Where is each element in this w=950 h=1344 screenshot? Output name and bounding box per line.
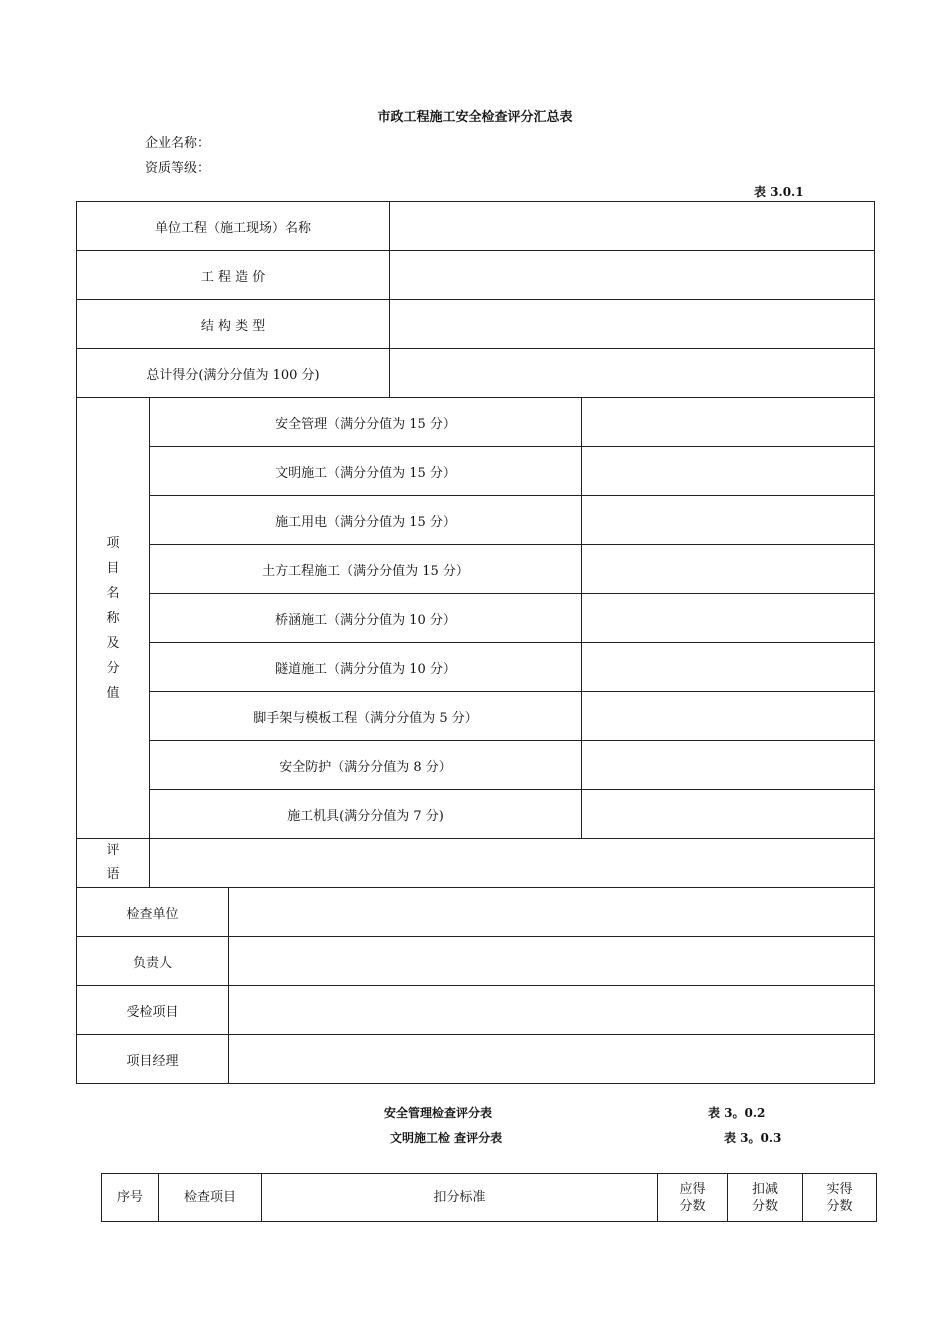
item-tunnel: 隧道施工（满分分值为 10 分） <box>150 643 582 692</box>
item-score-cell[interactable] <box>582 790 875 839</box>
inspection-unit-label: 检查单位 <box>77 888 229 937</box>
header-deducted-score <box>728 1174 803 1222</box>
table-header-row <box>102 1174 877 1222</box>
table-row <box>77 496 875 545</box>
header-due-score <box>658 1174 728 1222</box>
item-score-cell[interactable] <box>582 741 875 790</box>
header-actual-score <box>803 1174 877 1222</box>
table-row <box>77 741 875 790</box>
unit-name-value[interactable] <box>390 202 875 251</box>
items-label-char: 及 <box>106 635 120 651</box>
safety-mgmt-title: 安全管理检查评分表 <box>384 1106 493 1120</box>
items-vertical-label <box>77 398 150 839</box>
project-cost-value[interactable] <box>390 251 875 300</box>
safety-mgmt-ref: 表 3。0.2 <box>708 1106 766 1120</box>
header-text: 实得 <box>826 1181 853 1197</box>
total-score-label: 总计得分(满分分值为 100 分) <box>77 349 390 398</box>
header-text: 分数 <box>826 1198 853 1214</box>
table-row <box>77 937 875 986</box>
unit-name-label: 单位工程（施工现场）名称 <box>77 202 390 251</box>
structure-type-value[interactable] <box>390 300 875 349</box>
project-manager-value[interactable] <box>229 1035 875 1084</box>
item-construction-machinery: 施工机具(满分分值为 7 分) <box>150 790 582 839</box>
item-score-cell[interactable] <box>582 594 875 643</box>
item-score-cell[interactable] <box>582 496 875 545</box>
summary-table <box>76 201 875 1084</box>
item-construction-electricity: 施工用电（满分分值为 15 分） <box>150 496 582 545</box>
civil-construction-table <box>101 1173 877 1222</box>
item-scaffold-formwork: 脚手架与模板工程（满分分值为 5 分） <box>150 692 582 741</box>
header-check-item: 检查项目 <box>159 1174 262 1222</box>
item-safety-protection: 安全防护（满分分值为 8 分） <box>150 741 582 790</box>
comment-label-char: 语 <box>106 867 120 882</box>
table-row <box>77 692 875 741</box>
items-label-char: 名 <box>106 585 120 601</box>
header-text: 分数 <box>679 1198 706 1214</box>
inspected-project-label: 受检项目 <box>77 986 229 1035</box>
inspected-project-value[interactable] <box>229 986 875 1035</box>
items-label-char: 项 <box>106 535 120 551</box>
item-score-cell[interactable] <box>582 692 875 741</box>
table-row <box>77 986 875 1035</box>
item-safety-management: 安全管理（满分分值为 15 分） <box>150 398 582 447</box>
structure-type-label: 结 构 类 型 <box>77 300 390 349</box>
comment-value[interactable] <box>150 839 875 888</box>
project-cost-label: 工 程 造 价 <box>77 251 390 300</box>
table-row <box>77 839 875 888</box>
item-civilized-construction: 文明施工（满分分值为 15 分） <box>150 447 582 496</box>
table-row <box>77 251 875 300</box>
items-label-char: 目 <box>106 560 120 576</box>
header-text: 扣减 <box>751 1181 778 1197</box>
inspection-unit-value[interactable] <box>229 888 875 937</box>
summary-title: 市政工程施工安全检查评分汇总表 <box>377 110 573 125</box>
table-row <box>77 545 875 594</box>
items-label-char: 分 <box>106 660 120 676</box>
civil-construction-title: 文明施工检 查评分表 <box>390 1131 503 1145</box>
item-bridge-culvert: 桥涵施工（满分分值为 10 分） <box>150 594 582 643</box>
table-row <box>77 790 875 839</box>
qualification-grade-label: 资质等级： <box>145 161 211 176</box>
header-text: 应得 <box>679 1181 706 1197</box>
table-row <box>77 300 875 349</box>
header-text: 分数 <box>751 1198 778 1214</box>
header-serial-no: 序号 <box>102 1174 159 1222</box>
table-row <box>77 643 875 692</box>
comment-label-char: 评 <box>106 843 120 858</box>
comment-label <box>77 839 150 888</box>
item-earthwork: 土方工程施工（满分分值为 15 分） <box>150 545 582 594</box>
items-label-char: 称 <box>106 610 120 626</box>
table-row <box>77 398 875 447</box>
civil-construction-ref: 表 3。0.3 <box>724 1131 782 1145</box>
table-row <box>77 1035 875 1084</box>
table-row <box>77 888 875 937</box>
summary-table-ref: 表 3.0.1 <box>754 185 804 199</box>
company-name-label: 企业名称： <box>145 136 211 151</box>
item-score-cell[interactable] <box>582 545 875 594</box>
table-row <box>77 202 875 251</box>
item-score-cell[interactable] <box>582 398 875 447</box>
total-score-value[interactable] <box>390 349 875 398</box>
table-row <box>77 594 875 643</box>
item-score-cell[interactable] <box>582 643 875 692</box>
items-label-char: 值 <box>106 685 120 701</box>
person-in-charge-label: 负责人 <box>77 937 229 986</box>
table-row <box>77 349 875 398</box>
person-in-charge-value[interactable] <box>229 937 875 986</box>
item-score-cell[interactable] <box>582 447 875 496</box>
table-row <box>77 447 875 496</box>
header-deduction-criteria: 扣分标准 <box>262 1174 658 1222</box>
project-manager-label: 项目经理 <box>77 1035 229 1084</box>
